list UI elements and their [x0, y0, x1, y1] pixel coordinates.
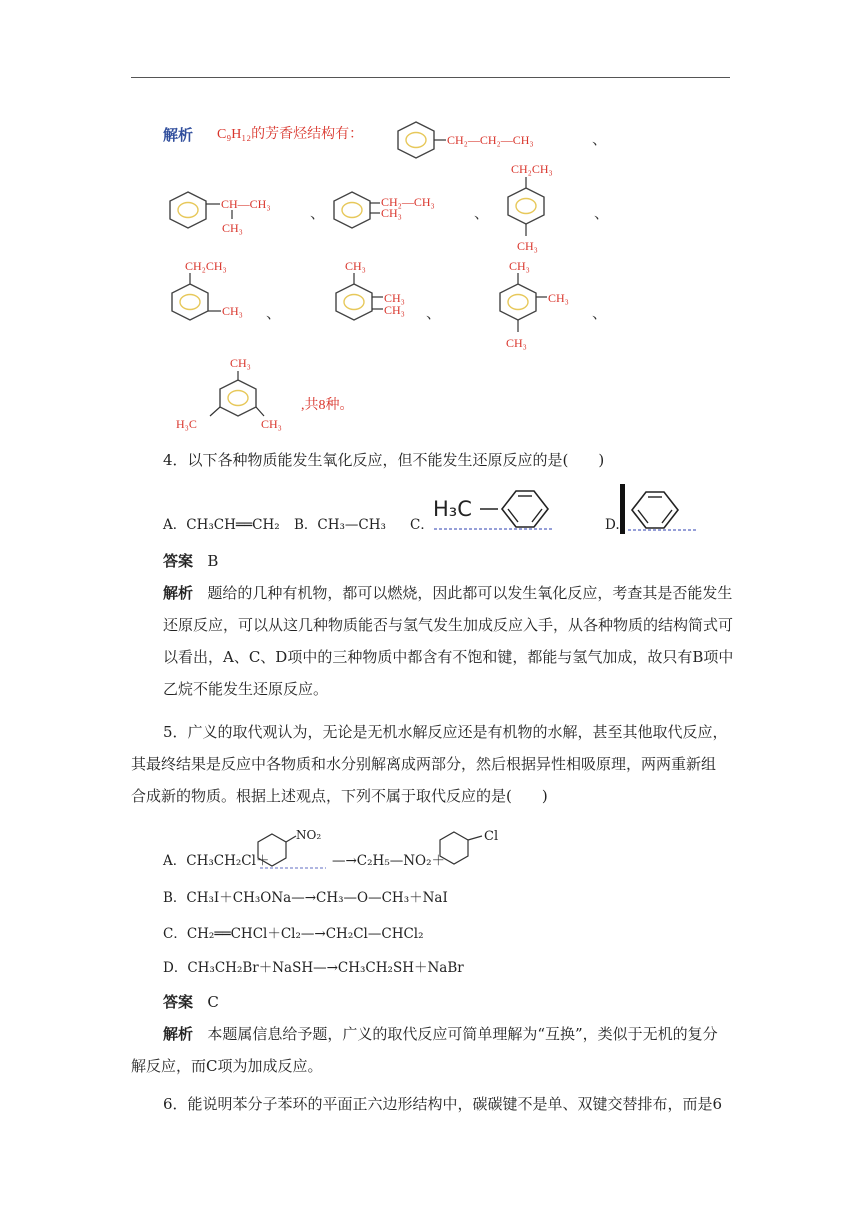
- chloro-label: Cl: [484, 829, 499, 844]
- label-ch3: CH₃: [222, 304, 243, 318]
- label-ch2ch3: CH₂CH₃: [511, 162, 553, 176]
- q4-stem: 4．以下各种物质能发生氧化反应，但不能发生还原反应的是( ): [163, 451, 605, 469]
- separator: 、: [310, 204, 326, 222]
- q5-option-a-mid: —→C₂H₅—NO₂＋: [332, 853, 446, 869]
- q4-answer: [163, 551, 218, 571]
- q4-analysis: [163, 577, 734, 705]
- label-ch-ch3: CH—CH₃: [221, 197, 271, 211]
- label-ch2ch3: CH₂CH₃: [185, 259, 227, 273]
- q5-answer: [163, 992, 219, 1012]
- label-ch3: CH₃: [345, 259, 366, 273]
- label-ch3: CH₃: [506, 336, 527, 350]
- analysis-label: 解析: [163, 584, 194, 602]
- structure-m-ethyltoluene: [166, 256, 276, 338]
- answer-value: B: [207, 552, 219, 570]
- toluene-h3c-label: H₃C: [433, 497, 472, 521]
- nitro-label: NO₂: [296, 828, 322, 842]
- header-rule: [131, 77, 730, 78]
- label-ch3: CH₃: [381, 206, 402, 220]
- answer-label: 答案: [163, 993, 194, 1011]
- q5-option-b: B．CH₃I＋CH₃ONa—→CH₃—O—CH₃＋NaI: [163, 890, 448, 906]
- separator: 、: [594, 204, 610, 222]
- toluene-structure: [430, 487, 560, 533]
- structure-135-trimethylbenzene: [172, 354, 302, 434]
- structure-o-ethyltoluene: [334, 188, 474, 238]
- label-ch3: CH₃: [509, 259, 530, 273]
- separator: 、: [426, 304, 442, 322]
- analysis-text: 题给的几种有机物，都可以燃烧，因此都可以发生氧化反应，考查其是否能发生还原反应，可以从这几种物质能否与氢气发生加成反应入手，从各种物质的结构简式可以看出，A、C、D项中的三种物质中都含有不饱和键，都能与氢气加成，故只有B项中乙烷不能发生还原反应。: [163, 584, 734, 698]
- label-h3c: H₃C: [176, 417, 197, 431]
- q6-stem: 6．能说明苯分子苯环的平面正六边形结构中，碳碳键不是单、双键交替排布，而是6: [163, 1095, 723, 1113]
- q5-stem: 5．广义的取代观认为，无论是无机水解反应还是有机物的水解，甚至其他取代反应，其最终结果是反应中各物质和水分别解离成两部分，然后根据异性相吸原理，两两重新组合成新的物质。根据上述观点，下列不属于取代反应的是( ): [131, 723, 728, 805]
- q4-option-c: C．: [410, 517, 434, 533]
- label-ch3: CH₃: [230, 356, 251, 370]
- label-ch3: CH₃: [548, 291, 569, 305]
- separator: 、: [266, 304, 282, 322]
- structure-124-trimethylbenzene: [494, 256, 594, 356]
- analysis-label: 解析: [163, 126, 194, 144]
- q5-option-a-left: A．CH₃CH₂Cl＋: [163, 853, 270, 869]
- separator: 、: [592, 304, 608, 322]
- structure-propylbenzene: [398, 118, 598, 162]
- analysis-text: 本题属信息给予题，广义的取代反应可简单理解为“互换”，类似于无机的复分解反应，而C项为加成反应。: [131, 1025, 718, 1075]
- q5-option-c: C．CH₂══CHCl＋Cl₂—→CH₂Cl—CHCl₂: [163, 926, 424, 942]
- label-ch2-ch2-ch3: CH₂—CH₂—CH₃: [447, 133, 534, 147]
- label-ch3: CH₃: [222, 221, 243, 235]
- label-ch3: CH₃: [261, 417, 282, 431]
- analysis-intro: C₉H₁₂的芳香烃结构有：: [217, 127, 364, 142]
- separator: 、: [474, 204, 490, 222]
- structure-isopropylbenzene: [170, 188, 310, 238]
- q4-option-d: D.: [605, 517, 620, 533]
- structure-123-trimethylbenzene: [330, 256, 430, 338]
- answer-value: C: [207, 993, 219, 1011]
- analysis-label: 解析: [163, 1025, 194, 1043]
- separator: 、: [592, 130, 608, 148]
- q5-analysis: [131, 1018, 730, 1082]
- label-ch3: CH₃: [384, 303, 405, 317]
- label-ch2-ch3: CH₂—CH₃: [381, 195, 435, 209]
- q4-option-b: B．CH₃—CH₃: [294, 517, 386, 533]
- answer-label: 答案: [163, 552, 194, 570]
- label-ch3: CH₃: [384, 291, 405, 305]
- q4-option-a: A．CH₃CH══CH₂: [163, 517, 280, 533]
- label-ch3: CH₃: [517, 239, 538, 253]
- analysis-conclusion: ,共8种。: [301, 398, 354, 413]
- structure-p-ethyltoluene: [500, 160, 580, 256]
- q5-option-d: D．CH₃CH₂Br＋NaSH—→CH₃CH₂SH＋NaBr: [163, 960, 464, 976]
- benzene-structure: [616, 484, 706, 534]
